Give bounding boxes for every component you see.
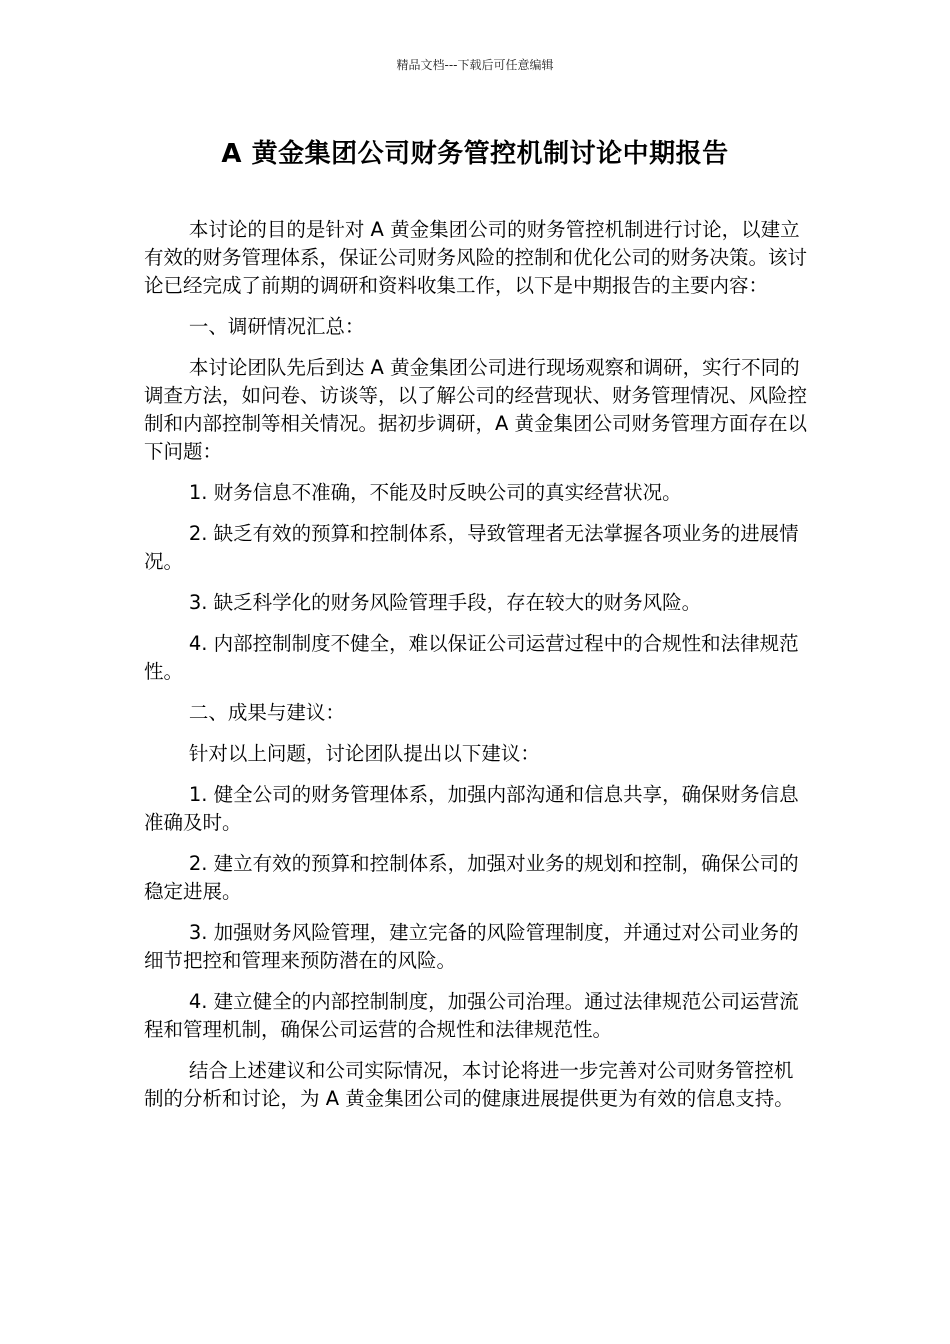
page-header: 精品文档---下载后可任意编辑 <box>396 58 554 72</box>
suggestion-item-2: 2. 建立有效的预算和控制体系，加强对业务的规划和控制，确保公司的稳定进展。 <box>144 852 799 903</box>
problem-item-4: 4. 内部控制制度不健全，难以保证公司运营过程中的合规性和法律规范性。 <box>144 632 799 683</box>
document-title: A 黄金集团公司财务管控机制讨论中期报告 <box>221 139 729 169</box>
section-heading-results: 二、成果与建议： <box>188 701 345 724</box>
suggestion-item-1: 1. 健全公司的财务管理体系，加强内部沟通和信息共享，确保财务信息准确及时。 <box>144 783 799 834</box>
problem-item-1: 1. 财务信息不准确，不能及时反映公司的真实经营状况。 <box>188 481 682 504</box>
suggestion-item-4: 4. 建立健全的内部控制制度，加强公司治理。通过法律规范公司运营流程和管理机制，确保公司运营的合规性和法律规范性。 <box>144 990 799 1041</box>
paragraph-suggestions-intro: 针对以上问题，讨论团队提出以下建议： <box>188 742 540 765</box>
paragraph-intro: 本讨论的目的是针对 A 黄金集团公司的财务管控机制进行讨论，以建立有效的财务管理体系，保证公司财务风险的控制和优化公司的财务决策。该讨论已经完成了前期的调研和资料收集工作，以下是中期报告的主要内容： <box>144 218 808 297</box>
problem-item-3: 3. 缺乏科学化的财务风险管理手段，存在较大的财务风险。 <box>188 591 702 614</box>
section-heading-survey: 一、调研情况汇总： <box>188 315 365 338</box>
paragraph-survey: 本讨论团队先后到达 A 黄金集团公司进行现场观察和调研，实行不同的调查方法，如问卷、访谈等，以了解公司的经营现状、财务管理情况、风险控制和内部控制等相关情况。据初步调研，A 黄金集团公司财务管理方面存在以下问题： <box>144 356 808 463</box>
document-body <box>144 216 808 1126</box>
suggestion-item-3: 3. 加强财务风险管理，建立完备的风险管理制度，并通过对公司业务的细节把控和管理来预防潜在的风险。 <box>144 921 799 972</box>
paragraph-conclusion: 结合上述建议和公司实际情况，本讨论将进一步完善对公司财务管控机制的分析和讨论，为 A 黄金集团公司的健康进展提供更为有效的信息支持。 <box>144 1059 794 1110</box>
problem-item-2: 2. 缺乏有效的预算和控制体系，导致管理者无法掌握各项业务的进展情况。 <box>144 522 799 573</box>
